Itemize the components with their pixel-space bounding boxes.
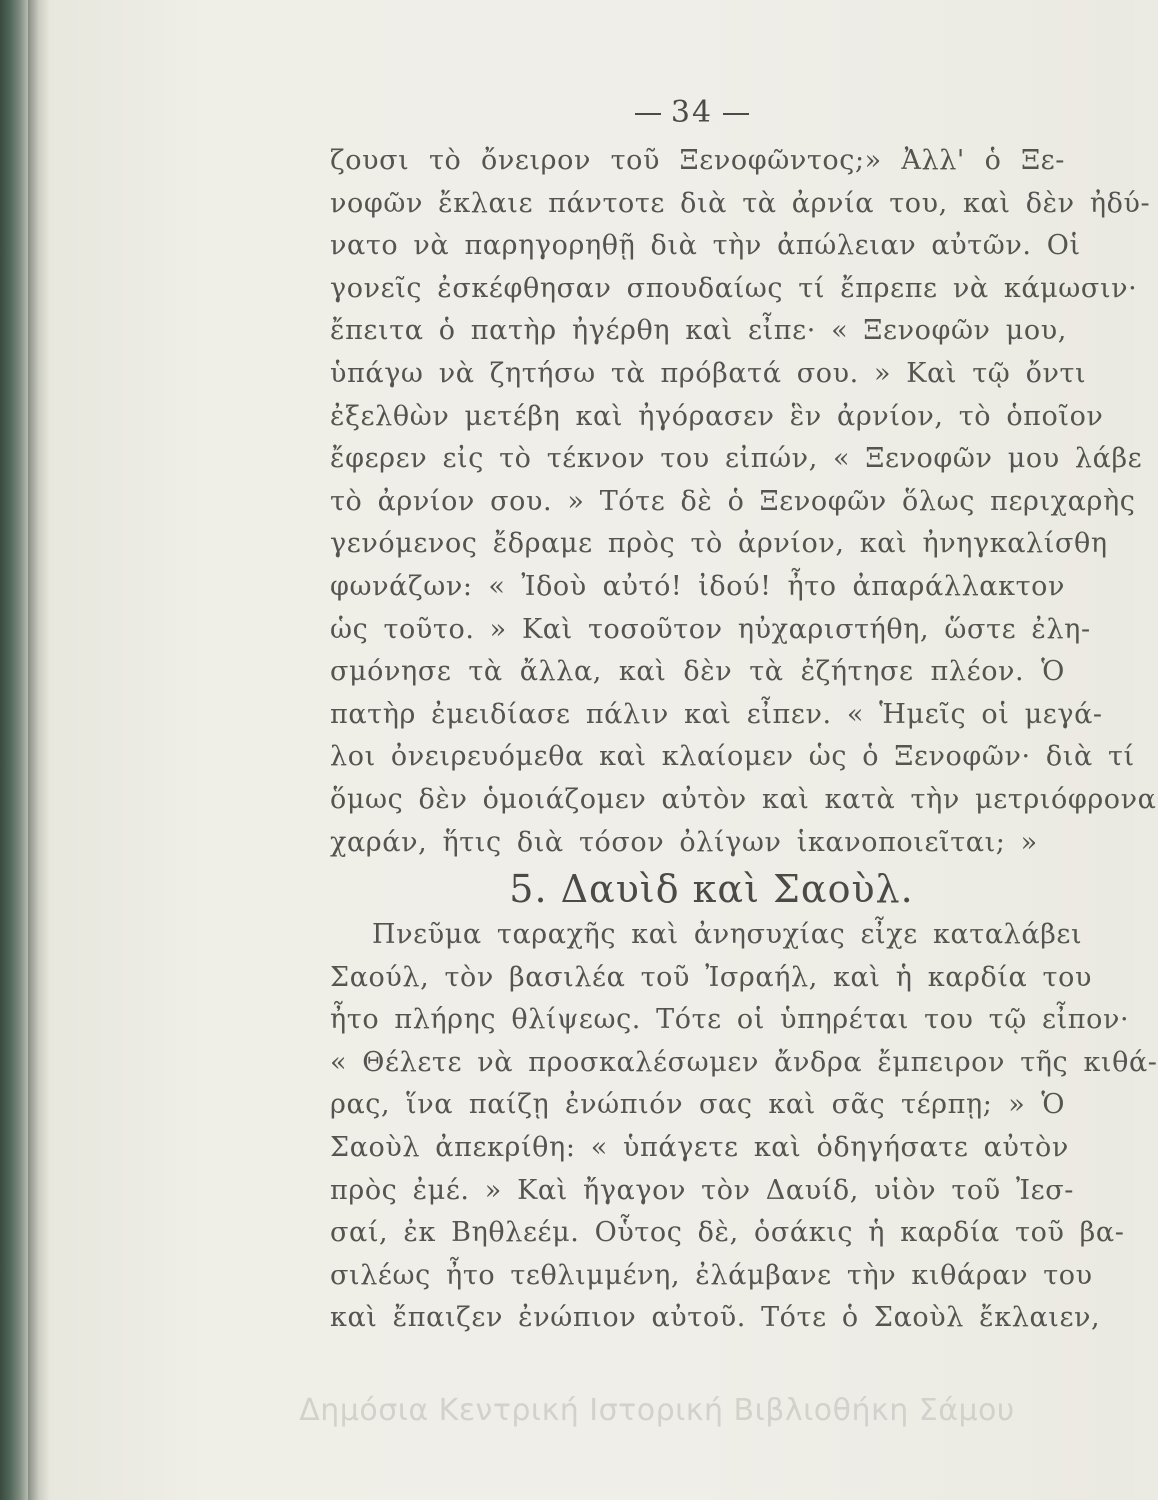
text-line: γονεῖς ἐσκέφθησαν σπουδαίως τί ἔπρεπε νὰ κάμωσιν· [330, 272, 1138, 304]
text-line: ρας, ἵνα παίζῃ ἐνώπιόν σας καὶ σᾶς τέρπῃ; » Ὁ [330, 1089, 1065, 1121]
text-line: καὶ ἔπαιζεν ἐνώπιον αὐτοῦ. Τότε ὁ Σαοὺλ ἔκλαιεν, [330, 1302, 1101, 1334]
text-line: φωνάζων: « Ἰδοὺ αὐτό! ἰδού! ἦτο ἀπαράλλακτον [330, 570, 1065, 602]
text-line: γενόμενος ἔδραμε πρὸς τὸ ἀρνίον, καὶ ἠνηγκαλίσθη [330, 528, 1108, 560]
text-line: τὸ ἀρνίον σου. » Τότε δὲ ὁ Ξενοφῶν ὅλως περιχαρὴς [330, 485, 1136, 517]
text-line: « Θέλετε νὰ προσκαλέσωμεν ἄνδρα ἔμπειρον τῆς κιθά- [330, 1046, 1158, 1078]
text-line: Σαούλ, τὸν βασιλέα τοῦ Ἰσραήλ, καὶ ἡ καρδία του [330, 961, 1092, 993]
text-line: ὑπάγω νὰ ζητήσω τὰ πρόβατά σου. » Καὶ τῷ ὄντι [330, 357, 1087, 389]
library-watermark: Δημόσια Κεντρική Ιστορική Βιβλιοθήκη Σάμου [299, 1393, 1015, 1428]
text-line: νατο νὰ παρηγορηθῇ διὰ τὴν ἀπώλειαν αὐτῶν. Οἱ [330, 230, 1081, 262]
text-line: Σαοὺλ ἀπεκρίθη: « ὑπάγετε καὶ ὁδηγήσατε αὐτὸν [330, 1132, 1069, 1164]
page-number-dash-right [723, 113, 749, 115]
text-line: νοφῶν ἔκλαιε πάντοτε διὰ τὰ ἀρνία του, καὶ δὲν ἠδύ- [330, 187, 1151, 219]
text-line: ἦτο πλήρης θλίψεως. Τότε οἱ ὑπηρέται του τῷ εἶπον· [330, 1004, 1130, 1036]
page-body [330, 140, 1158, 1340]
page-number-dash-left [635, 113, 661, 115]
text-line: σαί, ἐκ Βηθλεέμ. Οὗτος δὲ, ὁσάκις ἡ καρδία τοῦ βα- [330, 1217, 1125, 1249]
section-heading: 5. Δαυὶδ καὶ Σαοὺλ. [509, 867, 914, 912]
text-line: σμόνησε τὰ ἄλλα, καὶ δὲν τὰ ἐζήτησε πλέον. Ὁ [330, 656, 1065, 688]
text-line: πατὴρ ἐμειδίασε πάλιν καὶ εἶπεν. « Ἡμεῖς οἱ μεγά- [330, 698, 1103, 730]
text-line: ζουσι τὸ ὄνειρον τοῦ Ξενοφῶντος;» Ἀλλ' ὁ Ξε- [330, 145, 1065, 176]
text-line: λοι ὀνειρευόμεθα καὶ κλαίομεν ὡς ὁ Ξενοφῶν· διὰ τί [330, 741, 1135, 773]
text-line: Πνεῦμα ταραχῆς καὶ ἀνησυχίας εἶχε καταλάβει [372, 919, 1083, 951]
text-line: ἔπειτα ὁ πατὴρ ἠγέρθη καὶ εἶπε· « Ξενοφῶν μου, [330, 315, 1067, 347]
text-line: ἐξελθὼν μετέβη καὶ ἠγόρασεν ἓν ἀρνίον, τὸ ὁποῖον [330, 400, 1104, 432]
text-line: ὅμως δὲν ὁμοιάζομεν αὐτὸν καὶ κατὰ τὴν μετριόφρονα [330, 783, 1157, 815]
text-line: ἔφερεν εἰς τὸ τέκνον του εἰπών, « Ξενοφῶν μου λάβε [330, 443, 1143, 475]
book-spine [0, 0, 28, 1500]
page-number [0, 95, 1134, 130]
text-line: ὡς τοῦτο. » Καὶ τοσοῦτον ηὐχαριστήθη, ὥστε ἐλη- [330, 613, 1091, 645]
text-line: χαράν, ἥτις διὰ τόσον ὀλίγων ἱκανοποιεῖται; » [330, 826, 1038, 858]
binding-shadow [28, 0, 50, 1500]
text-line: πρὸς ἐμέ. » Καὶ ἤγαγον τὸν Δαυίδ, υἱὸν τοῦ Ἰεσ- [330, 1174, 1074, 1206]
text-line: σιλέως ἦτο τεθλιμμένη, ἐλάμβανε τὴν κιθάραν του [330, 1259, 1093, 1291]
page-number-value: 34 [670, 95, 714, 130]
